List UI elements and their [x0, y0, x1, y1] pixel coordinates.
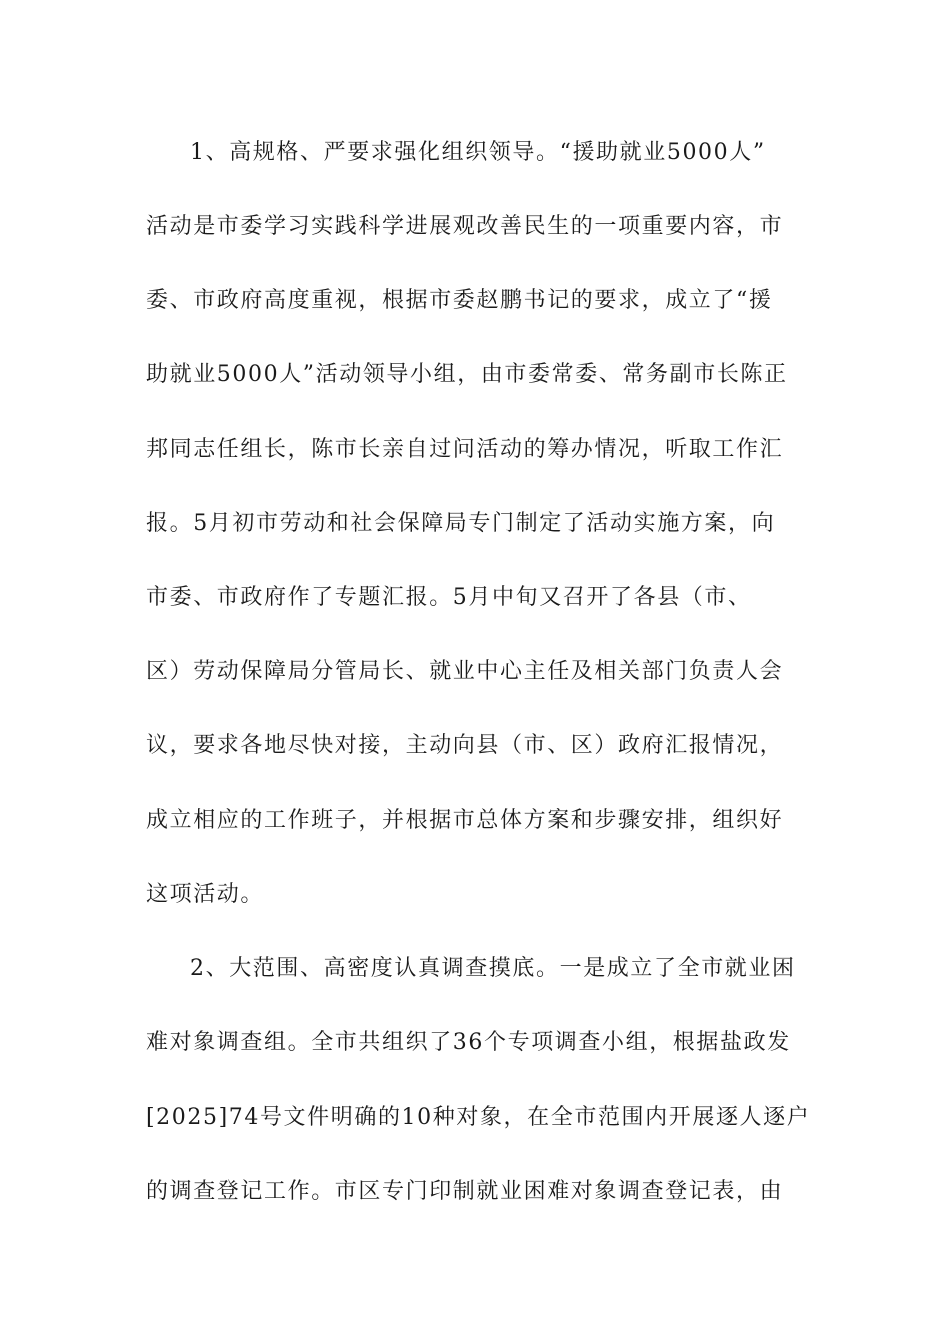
paragraph-1-line-9: 议，要求各地尽快对接，主动向县（市、区）政府汇报情况， [146, 733, 784, 758]
paragraph-1-line-3: 委、市政府高度重视，根据市委赵鹏书记的要求，成立了“援 [146, 288, 773, 313]
paragraph-2-line-4: 的调查登记工作。市区专门印制就业困难对象调查登记表，由 [146, 1179, 784, 1204]
paragraph-1-line-6: 报。5月初市劳动和社会保障局专门制定了活动实施方案，向 [146, 511, 776, 536]
paragraph-2-line-1: 2、大范围、高密度认真调查摸底。一是成立了全市就业困 [190, 956, 796, 981]
paragraph-1-line-8: 区）劳动保障局分管局长、就业中心主任及相关部门负责人会 [146, 659, 784, 684]
paragraph-1-line-10: 成立相应的工作班子，并根据市总体方案和步骤安排，组织好 [146, 808, 784, 833]
paragraph-1-line-2: 活动是市委学习实践科学进展观改善民生的一项重要内容，市 [146, 214, 784, 239]
paragraph-2-line-2: 难对象调查组。全市共组织了36个专项调查小组，根据盐政发 [146, 1030, 791, 1055]
paragraph-1-line-7: 市委、市政府作了专题汇报。5月中旬又召开了各县（市、 [146, 585, 752, 610]
paragraph-2-line-3: [2025]74号文件明确的10种对象，在全市范围内开展逐人逐户 [146, 1105, 811, 1130]
paragraph-1-line-11: 这项活动。 [146, 882, 265, 907]
paragraph-1-line-5: 邦同志任组长，陈市长亲自过问活动的筹办情况，听取工作汇 [146, 437, 784, 462]
paragraph-1-line-1: 1、高规格、严要求强化组织领导。“援助就业5000人” [190, 140, 766, 165]
paragraph-1-line-4: 助就业5000人”活动领导小组，由市委常委、常务副市长陈正 [146, 362, 788, 387]
